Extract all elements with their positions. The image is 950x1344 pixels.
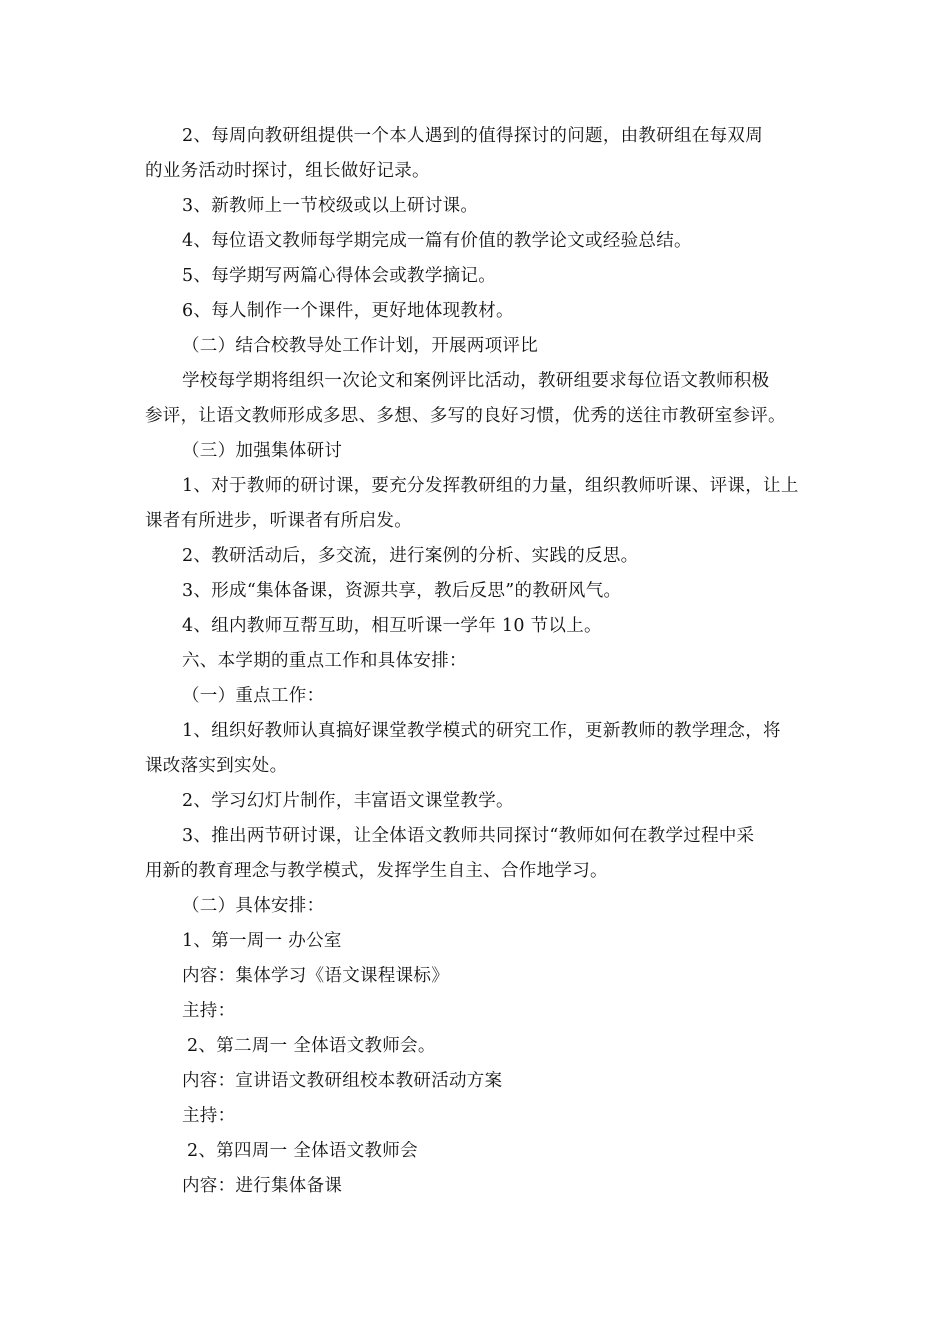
paragraph-line: 课改落实到实处。 (145, 756, 288, 776)
paragraph-line: 2、学习幻灯片制作，丰富语文课堂教学。 (182, 791, 514, 811)
paragraph-line: 4、每位语文教师每学期完成一篇有价值的教学论文或经验总结。 (182, 231, 692, 251)
schedule-item: 2、第二周一 全体语文教师会。 (187, 1036, 436, 1056)
schedule-content: 内容：宣讲语文教研组校本教研活动方案 (182, 1071, 503, 1091)
section-heading: （二）具体安排： (182, 896, 325, 916)
paragraph-line: 1、对于教师的研讨课，要充分发挥教研组的力量，组织教师听课、评课，让上 (182, 476, 799, 496)
paragraph-line: 参评，让语文教师形成多思、多想、多写的良好习惯，优秀的送往市教研室参评。 (145, 406, 786, 426)
schedule-content: 内容：进行集体备课 (182, 1176, 343, 1196)
paragraph-line: 1、组织好教师认真搞好课堂教学模式的研究工作，更新教师的教学理念，将 (182, 721, 781, 741)
paragraph-line: 2、教研活动后，多交流，进行案例的分析、实践的反思。 (182, 546, 639, 566)
schedule-content: 内容：集体学习《语文课程课标》 (182, 966, 449, 986)
section-heading: （一）重点工作： (182, 686, 325, 706)
schedule-item: 1、第一周一 办公室 (182, 931, 342, 951)
paragraph-line: 5、每学期写两篇心得体会或教学摘记。 (182, 266, 497, 286)
paragraph-line: 3、推出两节研讨课，让全体语文教师共同探讨“教师如何在教学过程中采 (182, 826, 755, 846)
paragraph-line: 3、形成“集体备课，资源共享，教后反思”的教研风气。 (182, 581, 622, 601)
paragraph-line: 3、新教师上一节校级或以上研讨课。 (182, 196, 479, 216)
section-heading: （三）加强集体研讨 (182, 441, 343, 461)
paragraph-line: 6、每人制作一个课件，更好地体现教材。 (182, 301, 514, 321)
document-page (145, 119, 813, 1204)
paragraph-line: 学校每学期将组织一次论文和案例评比活动，教研组要求每位语文教师积极 (182, 371, 770, 391)
paragraph-line: 4、组内教师互帮互助，相互听课一学年 10 节以上。 (182, 616, 602, 636)
paragraph-line: 用新的教育理念与教学模式，发挥学生自主、合作地学习。 (145, 861, 608, 881)
schedule-host: 主持： (182, 1001, 236, 1021)
paragraph-line: 课者有所进步，听课者有所启发。 (145, 511, 412, 531)
section-heading: 六、本学期的重点工作和具体安排： (182, 651, 467, 671)
schedule-host: 主持： (182, 1106, 236, 1126)
paragraph-line: 的业务活动时探讨，组长做好记录。 (145, 161, 430, 181)
paragraph-line: 2、每周向教研组提供一个本人遇到的值得探讨的问题，由教研组在每双周 (182, 126, 764, 146)
section-heading: （二）结合校教导处工作计划，开展两项评比 (182, 336, 538, 356)
schedule-item: 2、第四周一 全体语文教师会 (187, 1141, 418, 1161)
